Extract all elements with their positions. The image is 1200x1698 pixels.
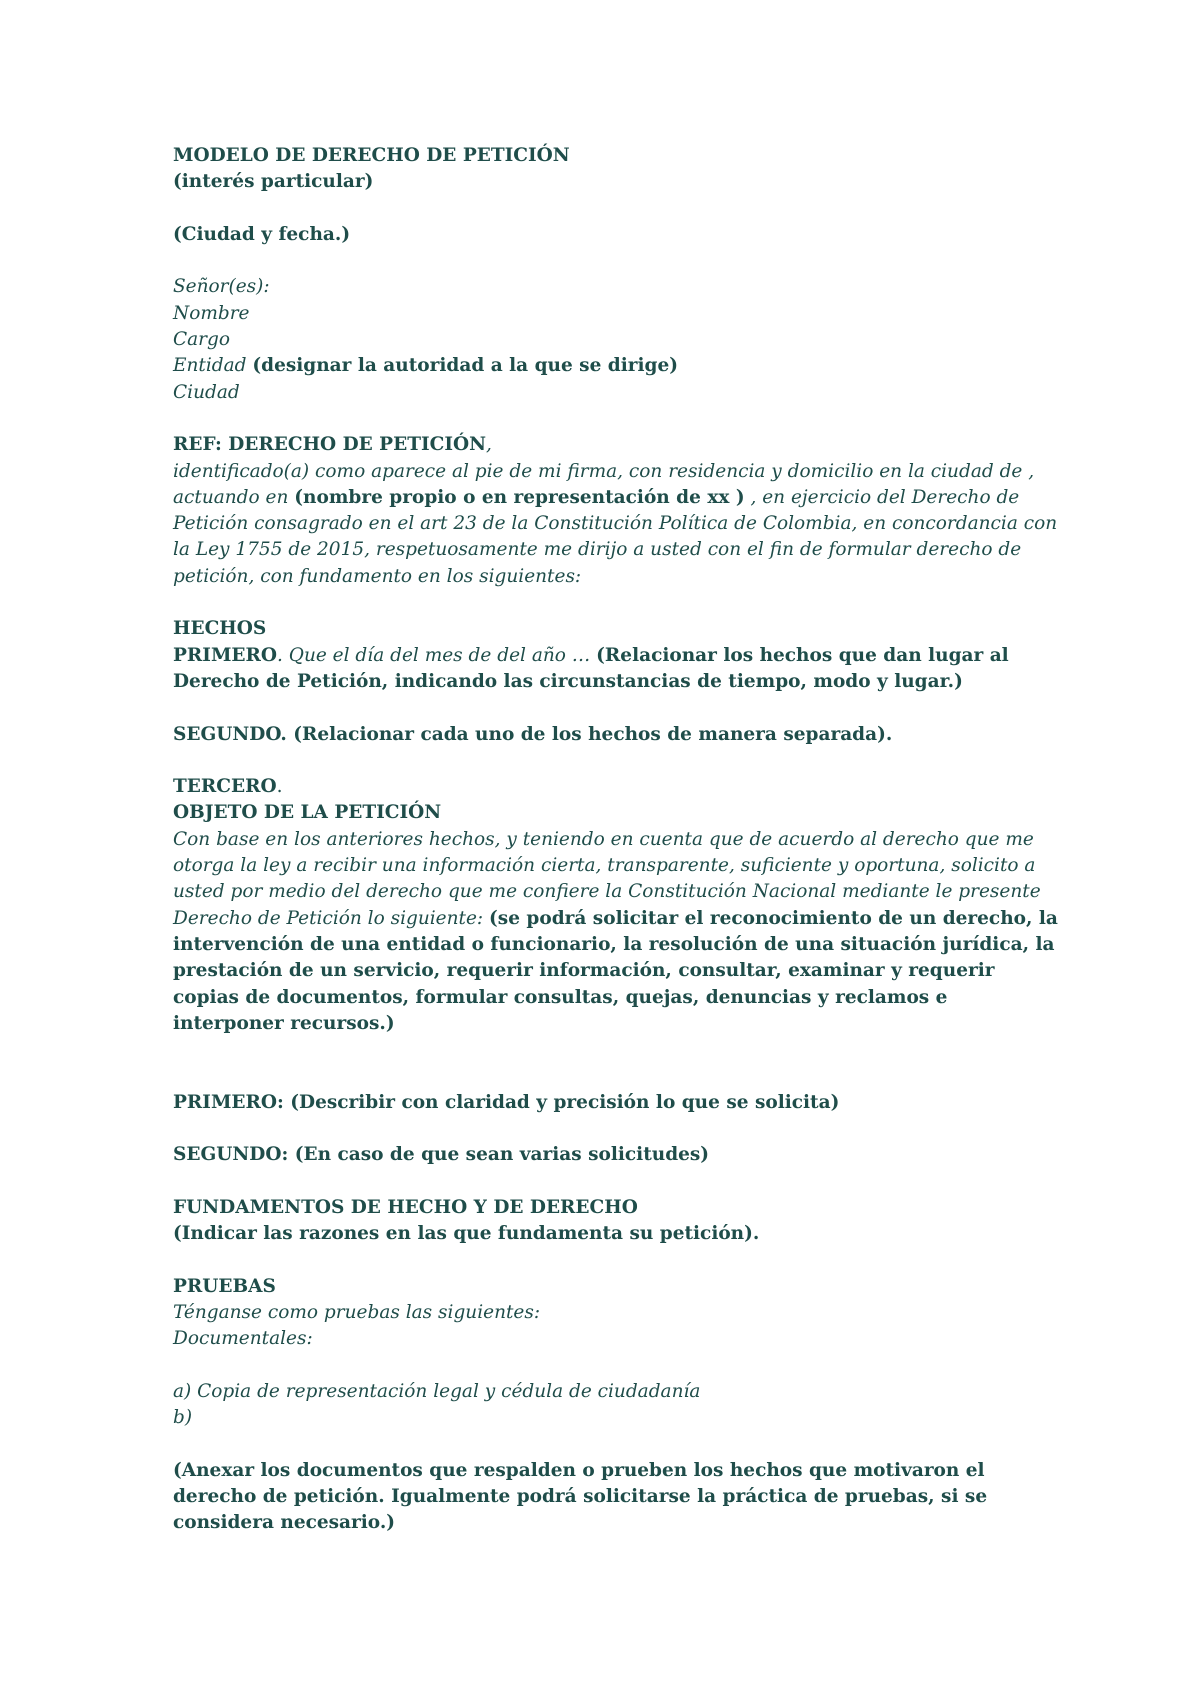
document-subtitle: (interés particular) [173, 171, 374, 193]
ref-comma: , [486, 434, 492, 456]
solicitud-primero-line: PRIMERO: (Describir con claridad y precisión lo que se solicita) [173, 1091, 840, 1113]
ref-line-5: petición, con fundamento en los siguientes: [173, 565, 582, 587]
pruebas-documentales: Documentales: [173, 1328, 313, 1350]
objeto-line-7: copias de documentos, formular consultas, quejas, denuncias y reclamos e [173, 986, 948, 1008]
hechos-tercero-label: TERCERO [173, 776, 277, 798]
hechos-primero-note: Derecho de Petición, indicando las circunstancias de tiempo, modo y lugar.) [173, 670, 963, 692]
pruebas-note-1: (Anexar los documentos que respalden o prueben los hechos que motivaron el [173, 1459, 985, 1481]
solicitud-segundo-label: SEGUNDO: [173, 1144, 289, 1166]
pruebas-note-3: considera necesario.) [173, 1512, 396, 1534]
solicitud-segundo-line: SEGUNDO: (En caso de que sean varias solicitudes) [173, 1144, 710, 1166]
objeto-line-1: Con base en los anteriores hechos, y teniendo en cuenta que de acuerdo al derecho que me [173, 828, 1034, 850]
ref-label: REF: DERECHO DE PETICIÓN [173, 434, 487, 456]
hechos-segundo-line: SEGUNDO. (Relacionar cada uno de los hechos de manera separada). [173, 723, 893, 745]
objeto-line-5: intervención de una entidad o funcionario, la resolución de una situación jurídica, la [173, 933, 1055, 955]
solicitud-primero-label: PRIMERO: [173, 1091, 284, 1113]
objeto-line-4: Derecho de Petición lo siguiente: (se podrá solicitar el reconocimiento de un derecho, la [173, 907, 1058, 929]
pruebas-item-a: a) Copia de representación legal y cédula de ciudadanía [173, 1380, 701, 1402]
ref-line-3: Petición consagrado en el art 23 de la Constitución Política de Colombia, en concordancia con [173, 513, 1058, 535]
ref-heading-line [173, 432, 1053, 458]
fundamentos-text: (Indicar las razones en las que fundamenta su petición). [173, 1223, 760, 1245]
recipient-position: Cargo [173, 329, 231, 351]
pruebas-intro: Ténganse como pruebas las siguientes: [173, 1302, 541, 1324]
petition-document [173, 143, 1058, 1537]
recipient-entity-note: (designar la autoridad a la que se dirige) [252, 355, 679, 377]
representation-note: (nombre propio o en representación de xx ) [294, 486, 745, 508]
objeto-line-3: usted por medio del derecho que me confiere la Constitución Nacional mediante le presente [173, 881, 1041, 903]
city-date: (Ciudad y fecha.) [173, 223, 351, 245]
objeto-line-2: otorga la ley a recibir una información cierta, transparente, suficiente y oportuna, solicito a [173, 855, 1036, 877]
recipient-entity: Entidad [173, 355, 247, 377]
hechos-heading: HECHOS [173, 618, 267, 640]
ref-line-1: identificado(a) como aparece al pie de mi firma, con residencia y domicilio en la ciudad de , [173, 460, 1035, 482]
pruebas-note-2: derecho de petición. Igualmente podrá solicitarse la práctica de pruebas, si se [173, 1486, 988, 1508]
pruebas-heading: PRUEBAS [173, 1275, 276, 1297]
objeto-heading: OBJETO DE LA PETICIÓN [173, 802, 442, 824]
objeto-line-6: prestación de un servicio, requerir información, consultar, examinar y requerir [173, 960, 995, 982]
objeto-line-8: interponer recursos.) [173, 1012, 395, 1034]
ref-line-2: actuando en (nombre propio o en representación de xx ) , en ejercicio del Derecho de [173, 486, 1020, 508]
recipient-city: Ciudad [173, 381, 240, 403]
fundamentos-heading: FUNDAMENTOS DE HECHO Y DE DERECHO [173, 1196, 638, 1218]
recipient-name: Nombre [173, 302, 250, 324]
pruebas-item-b: b) [173, 1407, 193, 1429]
document-title: MODELO DE DERECHO DE PETICIÓN [173, 145, 570, 166]
hechos-tercero-line: TERCERO. [173, 776, 283, 798]
recipient-salutation: Señor(es): [173, 276, 270, 298]
hechos-primero-line: PRIMERO. Que el día del mes de del año … (Relacionar los hechos que dan lugar al [173, 644, 1009, 666]
ref-line-4: la Ley 1755 de 2015, respetuosamente me dirijo a usted con el fin de formular derecho de [173, 539, 1022, 561]
recipient-entity-line [173, 353, 1053, 379]
hechos-segundo-label: SEGUNDO [173, 723, 281, 745]
hechos-primero-label: PRIMERO [173, 644, 278, 666]
